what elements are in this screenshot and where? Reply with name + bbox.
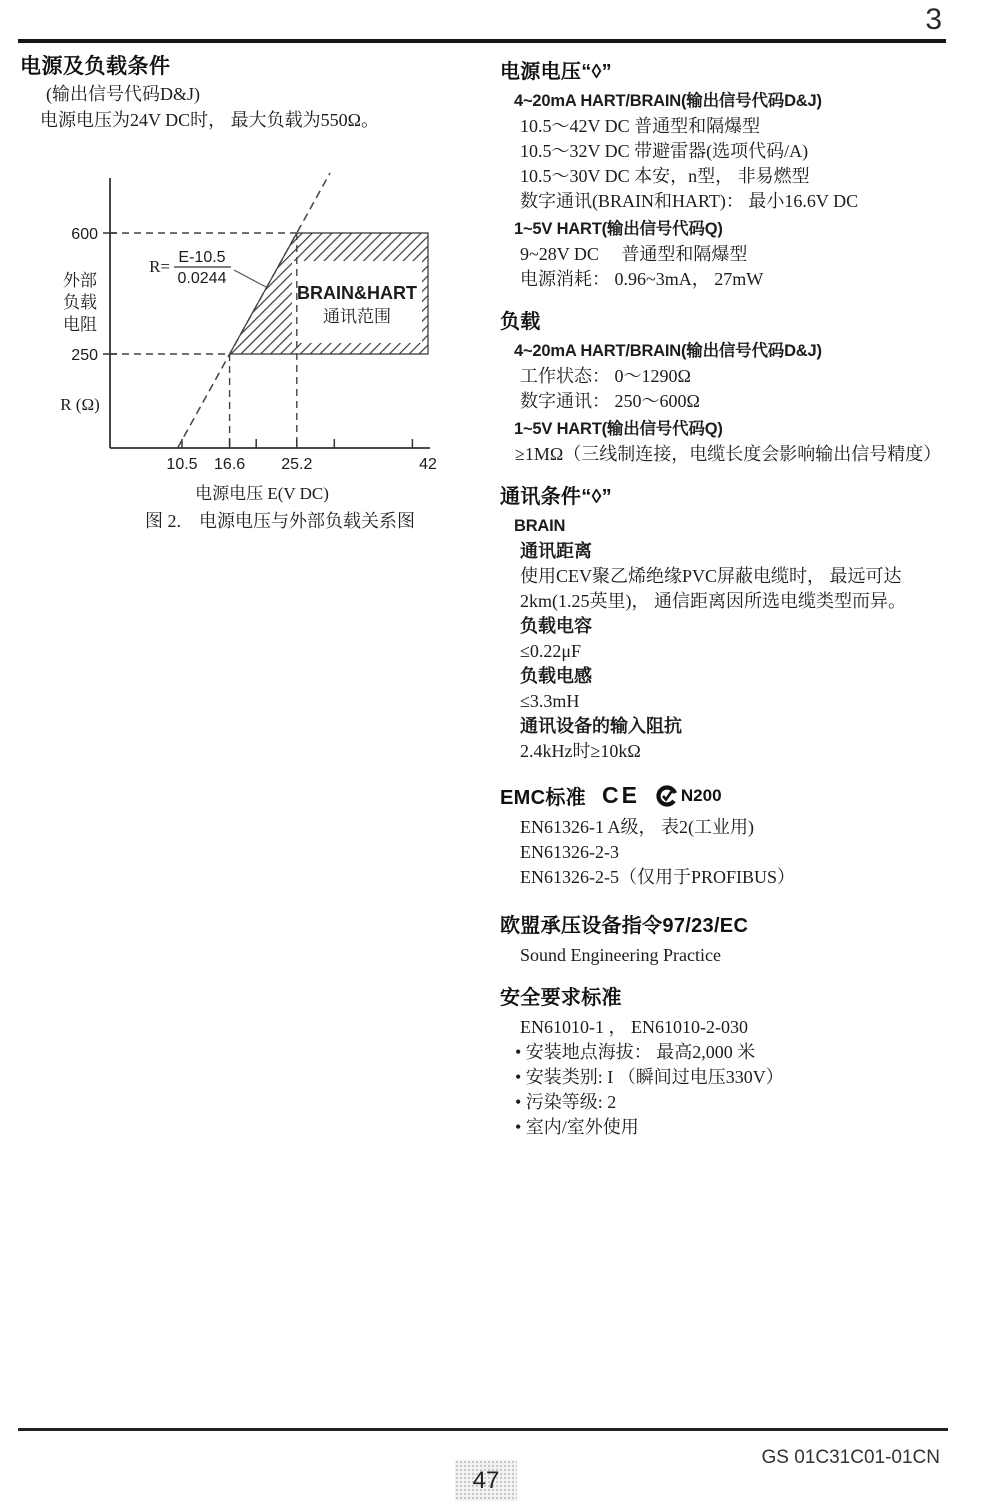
spec-line: EN61326-2-3 bbox=[520, 842, 619, 862]
spec-line: 1~5V HART(输出信号代码Q) bbox=[514, 220, 723, 238]
spec-line: 通讯设备的输入阻抗 bbox=[520, 716, 682, 736]
footer-page-number: 47 bbox=[472, 1466, 500, 1494]
spec-line: 负载电容 bbox=[520, 616, 592, 636]
y-unit-label: R (Ω) bbox=[60, 395, 100, 414]
x-tick-label-16-6: 16.6 bbox=[214, 456, 246, 473]
section-title: 欧盟承压设备指令97/23/EC bbox=[500, 915, 749, 937]
spec-line: • 室内/室外使用 bbox=[515, 1117, 639, 1137]
x-tick-label-25-2: 25.2 bbox=[281, 456, 313, 473]
rcm-mark bbox=[656, 785, 722, 807]
x-axis-label: 电源电压 E(V DC) bbox=[195, 484, 329, 503]
section-communication bbox=[500, 480, 968, 764]
section-safety bbox=[500, 981, 968, 1140]
spec-line: ≤0.22μF bbox=[520, 641, 582, 661]
left-section-title: 电源及负载条件 bbox=[20, 55, 171, 78]
spec-line: 10.5～42V DC 普通型和隔爆型 bbox=[520, 116, 761, 136]
c-tick-icon bbox=[656, 785, 678, 807]
spec-line: BRAIN bbox=[514, 517, 566, 535]
section-title: EMC标准 bbox=[500, 787, 586, 809]
page-number-top: 3 bbox=[925, 3, 942, 36]
formula-numerator: E-10.5 bbox=[178, 249, 226, 266]
figure-caption: 图 2. 电源电压与外部负载关系图 bbox=[145, 511, 415, 531]
right-column bbox=[500, 55, 968, 1153]
y-tick-label-250: 250 bbox=[71, 347, 98, 364]
left-column bbox=[20, 50, 480, 531]
bottom-rule bbox=[18, 1428, 948, 1431]
x-tick-label-10-5: 10.5 bbox=[166, 456, 198, 473]
rcm-number: N200 bbox=[680, 785, 722, 805]
region-label-line2: 通讯范围 bbox=[323, 307, 391, 326]
spec-line: EN61326-2-5（仅用于PROFIBUS） bbox=[520, 867, 796, 887]
document-code: GS 01C31C01-01CN bbox=[761, 1447, 940, 1468]
formula-leader-line bbox=[234, 270, 266, 287]
formula-denominator: 0.0244 bbox=[177, 270, 227, 287]
top-rule bbox=[18, 39, 946, 43]
formula-prefix: R= bbox=[149, 257, 170, 276]
spec-line: EN61010-1 ， EN61010-2-030 bbox=[520, 1017, 748, 1037]
section-title: 电源电压“◊” bbox=[500, 61, 612, 83]
load-voltage-chart bbox=[40, 158, 460, 543]
figure-2 bbox=[40, 158, 460, 548]
spec-line: 2km(1.25英里)， 通信距离因所选电缆类型而异。 bbox=[520, 591, 906, 611]
section-title: 安全要求标准 bbox=[500, 987, 622, 1009]
spec-line: 负载电感 bbox=[520, 666, 592, 686]
spec-line: • 安装地点海拔： 最高2,000 米 bbox=[515, 1042, 756, 1062]
x-tick-label-42: 42 bbox=[419, 456, 437, 473]
spec-line: 电源消耗： 0.96~3mA， 27mW bbox=[520, 269, 764, 289]
spec-line: 1~5V HART(输出信号代码Q) bbox=[514, 420, 723, 438]
spec-line: ≥1MΩ（三线制连接，电缆长度会影响输出信号精度） bbox=[515, 444, 942, 464]
spec-line: 9~28V DC 普通型和隔爆型 bbox=[520, 244, 748, 264]
section-title: 负载 bbox=[500, 311, 541, 333]
ylabel-line-3: 电阻 bbox=[63, 315, 97, 334]
spec-line: 使用CEV聚乙烯绝缘PVC屏蔽电缆时， 最远可达 bbox=[520, 566, 902, 586]
spec-line: 数字通讯(BRAIN和HART)： 最小16.6V DC bbox=[520, 191, 859, 211]
spec-line: 10.5～32V DC 带避雷器(选项代码/A) bbox=[520, 141, 809, 161]
spec-line: Sound Engineering Practice bbox=[520, 945, 721, 965]
spec-line: 工作状态： 0～1290Ω bbox=[520, 366, 691, 386]
spec-line: • 污染等级: 2 bbox=[515, 1092, 617, 1112]
spec-line: 4~20mA HART/BRAIN(输出信号代码D&J) bbox=[514, 342, 822, 360]
section-load bbox=[500, 305, 968, 467]
left-subtitle: (输出信号代码D&J) bbox=[46, 84, 200, 104]
spec-line: • 安装类别: I （瞬间过电压330V） bbox=[515, 1067, 784, 1087]
spec-line: 4~20mA HART/BRAIN(输出信号代码D&J) bbox=[514, 92, 822, 110]
section-supply-voltage bbox=[500, 55, 968, 292]
spec-line: 2.4kHz时≥10kΩ bbox=[520, 741, 641, 761]
spec-line: EN61326-1 A级， 表2(工业用) bbox=[520, 817, 754, 837]
spec-line: 数字通讯： 250～600Ω bbox=[520, 391, 700, 411]
ce-mark-icon: CE bbox=[601, 782, 640, 808]
ylabel-line-2: 负载 bbox=[63, 293, 97, 312]
left-body-text: 电源电压为24V DC时， 最大负载为550Ω。 bbox=[40, 110, 380, 130]
section-title: 通讯条件“◊” bbox=[500, 486, 612, 508]
ylabel-line-1: 外部 bbox=[63, 271, 97, 290]
spec-line: ≤3.3mH bbox=[520, 691, 580, 711]
y-tick-label-600: 600 bbox=[71, 226, 98, 243]
region-label-line1: BRAIN&HART bbox=[297, 283, 417, 303]
footer-page-box bbox=[455, 1460, 517, 1501]
spec-line: 10.5～30V DC 本安，n型， 非易燃型 bbox=[520, 166, 810, 186]
section-emc bbox=[500, 781, 968, 890]
spec-line: 通讯距离 bbox=[520, 541, 592, 561]
section-ped bbox=[500, 909, 968, 968]
